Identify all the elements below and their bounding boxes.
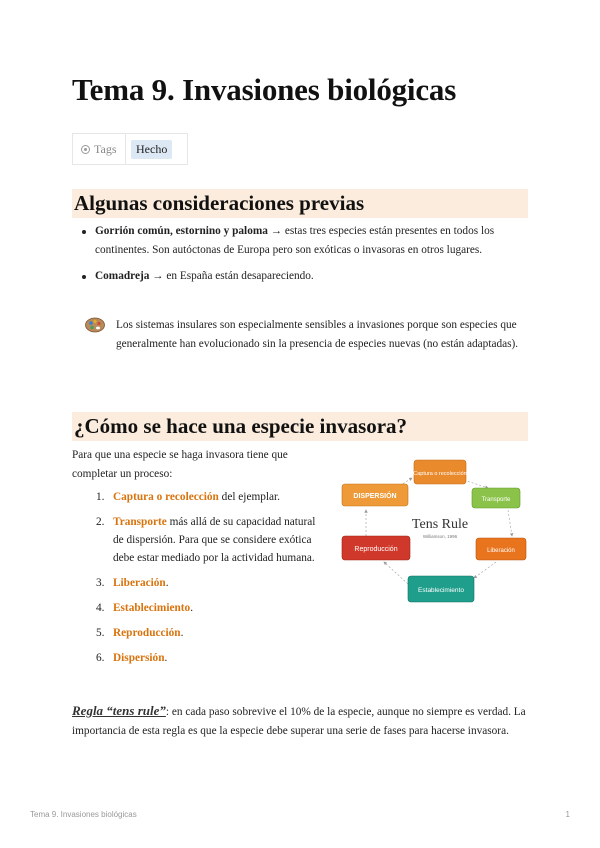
step-term: Captura o recolección — [113, 491, 219, 503]
tens-rule-paragraph — [72, 701, 528, 741]
tags-separator — [125, 134, 126, 164]
box-liberacion — [476, 538, 526, 560]
box-dispersion — [342, 484, 408, 506]
step-text: . — [164, 652, 168, 664]
arrow-glyph: → — [149, 270, 167, 282]
rule-text: : en cada paso sobrevive el 10% de la especie, aunque no siempre es verdad. La importancia de esta regla es que la especie debe superar una serie de fases para hacerse invasora. — [72, 706, 526, 737]
step-term: Reproducción — [113, 627, 181, 639]
list-item — [96, 513, 322, 567]
tens-rule-diagram — [336, 452, 528, 608]
box-dispersion-label: DISPERSIÓN — [353, 493, 397, 500]
list-item — [96, 624, 322, 642]
tags-label-text: Tags — [94, 142, 117, 156]
box-transporte-label: Transporte — [481, 497, 511, 503]
step-number: 1. — [96, 491, 105, 503]
tag-icon — [81, 145, 90, 154]
callout — [84, 316, 524, 354]
step-number: 5. — [96, 627, 105, 639]
diagram-subtitle: Williamson, 1996 — [422, 534, 458, 539]
step-text: del ejemplar. — [218, 491, 281, 503]
list-item — [96, 574, 322, 592]
step-text: . — [190, 602, 194, 614]
box-transporte — [472, 488, 520, 508]
arrow-glyph: → — [267, 225, 285, 237]
box-captura-label: Captura o recolección — [413, 471, 467, 477]
list-item — [96, 488, 322, 506]
step-term: Establecimiento — [113, 602, 191, 614]
step-number: 2. — [96, 516, 105, 528]
bullet-term: Gorrión común, estornino y paloma — [95, 225, 268, 237]
rule-term: Regla “tens rule” — [72, 703, 166, 718]
list-item — [82, 267, 530, 286]
section-heading-invasora: ¿Cómo se hace una especie invasora? — [72, 412, 528, 441]
list-item — [96, 649, 322, 667]
box-reproduccion — [342, 536, 410, 560]
page-title: Tema 9. Invasiones biológicas — [72, 72, 457, 107]
callout-text: Los sistemas insulares son especialmente sensibles a invasiones porque son especies que generalmente han evolucionado sin la presencia de especies nuevas (no están adaptadas). — [116, 319, 519, 350]
box-reproduccion-label: Reproducción — [354, 546, 398, 553]
list-item — [96, 599, 322, 617]
bullet-text: en España están desapareciendo. — [166, 270, 314, 282]
step-number: 6. — [96, 652, 105, 664]
section-heading-consideraciones: Algunas consideraciones previas — [72, 189, 528, 218]
palette-icon — [84, 316, 106, 334]
steps-list — [96, 488, 322, 674]
box-establecimiento-label: Establecimiento — [418, 587, 464, 594]
step-term: Liberación — [113, 577, 166, 589]
box-liberacion-label: Liberación — [487, 548, 515, 554]
footer-doc-title: Tema 9. Invasiones biológicas — [30, 810, 137, 819]
intro-paragraph: Para que una especie se haga invasora tiene que completar un proceso: — [72, 449, 288, 480]
tags-property — [72, 133, 188, 165]
step-number: 3. — [96, 577, 105, 589]
step-number: 4. — [96, 602, 105, 614]
step-text: más allá de su capacidad natural de dispersión. Para que se considere exótica debe estar mediado por la actividad humana. — [113, 516, 316, 564]
step-text: . — [165, 577, 169, 589]
footer-page-number: 1 — [565, 810, 570, 819]
bullet-text: estas tres especies están presentes en todos los continentes. Son autóctonas de Europa pero son exóticas o invasoras en otros lugares. — [95, 225, 495, 256]
step-text: . — [180, 627, 184, 639]
bullet-list — [82, 222, 530, 293]
step-term: Transporte — [113, 516, 167, 528]
box-establecimiento — [408, 576, 474, 602]
tag-chip[interactable]: Hecho — [131, 140, 172, 159]
step-term: Dispersión — [113, 652, 165, 664]
box-captura — [413, 460, 467, 484]
list-item — [82, 222, 530, 260]
tags-label — [81, 142, 117, 157]
bullet-term: Comadreja — [95, 270, 150, 282]
diagram-center-title: Tens Rule — [411, 517, 469, 532]
